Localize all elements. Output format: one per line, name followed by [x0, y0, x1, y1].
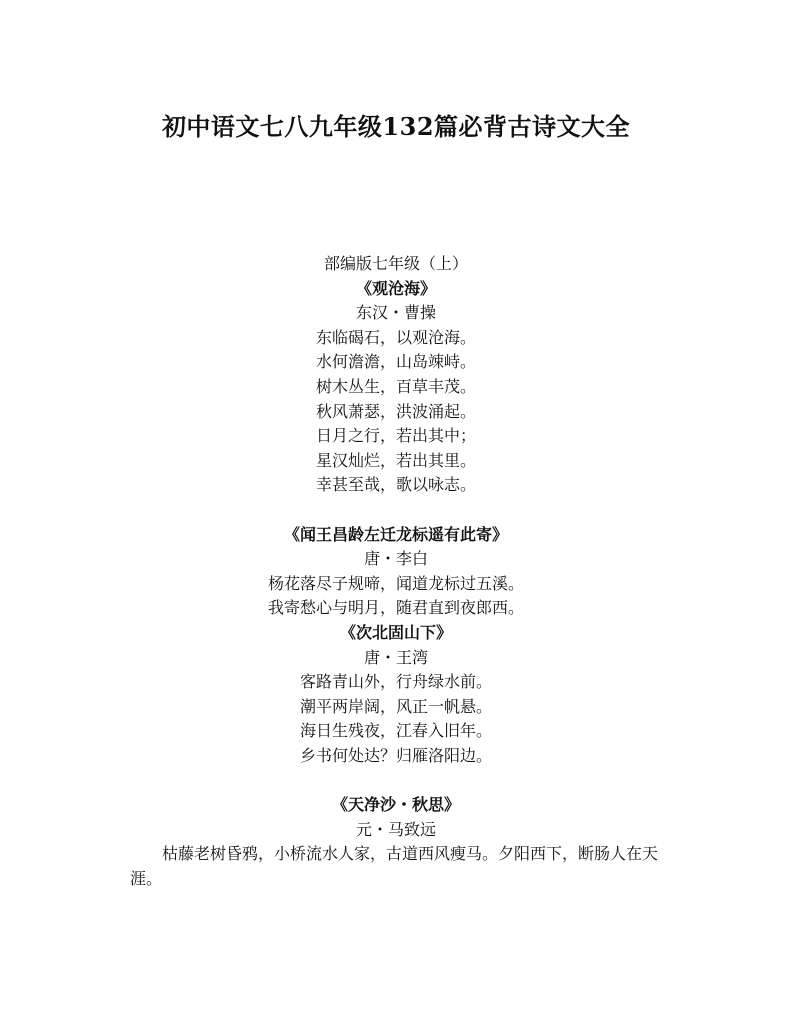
poem-tian-jing-sha	[130, 793, 662, 891]
poem-title: 《闻王昌龄左迁龙标遥有此寄》	[283, 524, 508, 544]
blank-line	[130, 768, 662, 793]
poem-prose: 枯藤老树昏鸦，小桥流水人家，古道西风瘦马。夕阳西下，断肠人在天涯。	[130, 844, 659, 888]
poem-line: 星汉灿烂，若出其里。	[315, 450, 476, 470]
poem-line: 幸甚至哉，歌以咏志。	[315, 475, 476, 495]
poem-author: 东汉・曹操	[355, 303, 436, 323]
poem-line: 秋风萧瑟，洪波涌起。	[315, 401, 476, 421]
poem-author: 唐・王湾	[363, 647, 428, 667]
section-heading: 部编版七年级（上）	[323, 254, 468, 273]
poem-line: 树木丛生，百草丰茂。	[315, 376, 476, 396]
blank-line	[130, 498, 662, 523]
poem-author: 唐・李白	[363, 549, 428, 569]
poem-line: 水何澹澹，山岛竦峙。	[315, 352, 476, 372]
poem-line: 杨花落尽子规啼，闻道龙标过五溪。	[267, 573, 524, 593]
poem-line: 我寄愁心与明月，随君直到夜郎西。	[267, 598, 524, 618]
poem-line: 日月之行，若出其中；	[315, 426, 476, 446]
poem-line: 乡书何处达？归雁洛阳边。	[299, 745, 492, 765]
poem-line: 东临碣石，以观沧海。	[315, 327, 476, 347]
poem-ci-beigu-shan-xia	[130, 621, 662, 769]
document-title: 初中语文七八九年级132篇必背古诗文大全	[161, 112, 631, 141]
poem-title: 《观沧海》	[355, 278, 436, 298]
poem-line: 客路青山外，行舟绿水前。	[299, 672, 492, 692]
poem-wen-wang-changling	[130, 523, 662, 621]
poem-title: 《次北固山下》	[339, 622, 452, 642]
document-body	[130, 252, 662, 891]
poem-guan-cang-hai	[130, 277, 662, 498]
poem-line: 潮平两岸阔，风正一帆悬。	[299, 696, 492, 716]
poem-title: 《天净沙・秋思》	[331, 795, 460, 815]
poem-line: 海日生残夜，江春入旧年。	[299, 721, 492, 741]
poem-author: 元・马致远	[355, 819, 436, 839]
